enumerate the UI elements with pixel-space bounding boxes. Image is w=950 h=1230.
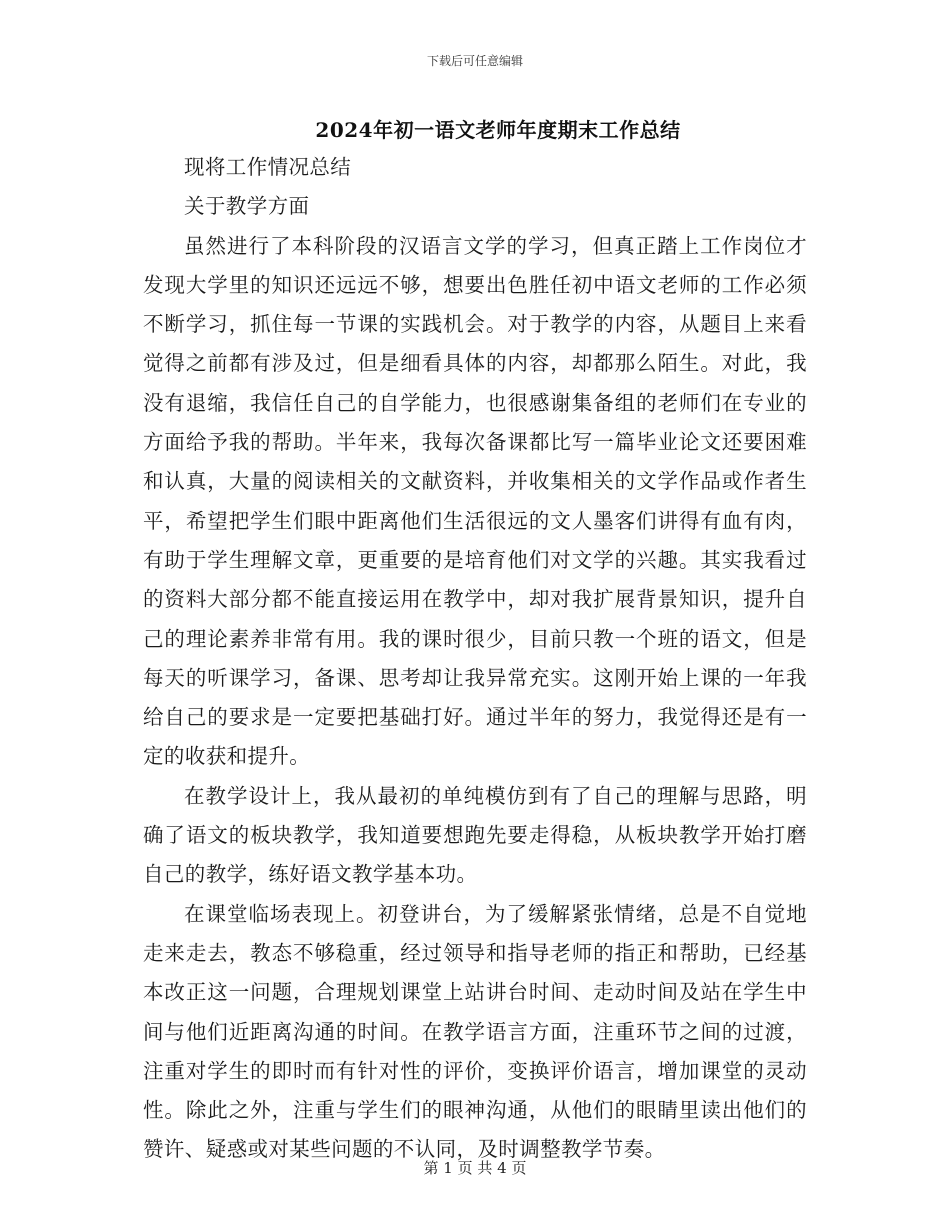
paragraph-teaching-design: 在教学设计上，我从最初的单纯模仿到有了自己的理解与思路，明确了语文的板块教学，我知道要想跑先要走得稳，从板块教学开始打磨自己的教学，练好语文教学基本功。	[143, 783, 807, 887]
header-note: 下载后可任意编辑	[426, 54, 523, 68]
paragraph-learning: 虽然进行了本科阶段的汉语言文学的学习，但真正踏上工作岗位才发现大学里的知识还远远不够，想要出色胜任初中语文老师的工作必须不断学习，抓住每一节课的实践机会。对于教学的内容，从题目上来看觉得之前都有涉及过，但是细看具体的内容，却都那么陌生。对此，我没有退缩，我信任自己的自学能力，也很感谢集备组的老师们在专业的方面给予我的帮助。半年来，我每次备课都比写一篇毕业论文还要困难和认真，大量的阅读相关的文献资料，并收集相关的文学作品或作者生平，希望把学生们眼中距离他们生活很远的文人墨客们讲得有血有肉，有助于学生理解文章，更重要的是培育他们对文学的兴趣。其实我看过的资料大部分都不能直接运用在教学中，却对我扩展背景知识，提升自己的理论素养非常有用。我的课时很少，目前只教一个班的语文，但是每天的听课学习，备课、思考却让我异常充实。这刚开始上课的一年我给自己的要求是一定要把基础打好。通过半年的努力，我觉得还是有一定的收获和提升。	[143, 233, 807, 769]
section-heading-teaching: 关于教学方面	[184, 194, 310, 219]
page-number: 第 1 页 共 4 页	[423, 1159, 527, 1177]
document-body	[143, 148, 807, 1170]
document-title: 2024年初一语文老师年度期末工作总结	[315, 118, 681, 142]
paragraph-intro: 现将工作情况总结	[184, 155, 352, 179]
paragraph-classroom: 在课堂临场表现上。初登讲台，为了缓解紧张情绪，总是不自觉地走来走去，教态不够稳重，经过领导和指导老师的指正和帮助，已经基本改正这一问题，合理规划课堂上站讲台时间、走动时间及站在学生中间与他们近距离沟通的时间。在教学语言方面，注重环节之间的过渡，注重对学生的即时而有针对性的评价，变换评价语言，增加课堂的灵动性。除此之外，注重与学生们的眼神沟通，从他们的眼睛里读出他们的赞许、疑惑或对某些问题的不认同，及时调整教学节奏。	[143, 901, 807, 1162]
